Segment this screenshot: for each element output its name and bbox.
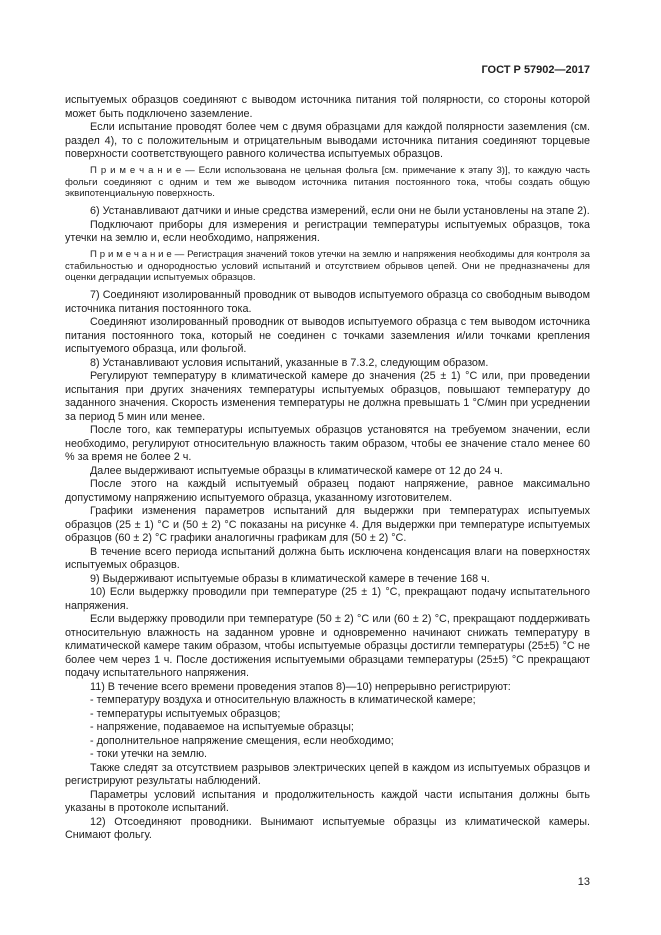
paragraph: 6) Устанавливают датчики и иные средства измерений, если они не были установлены на этапе 2). (90, 205, 590, 217)
list-item: - напряжение, подаваемое на испытуемые образцы; (90, 721, 354, 733)
note (65, 249, 590, 284)
paragraph: Если испытание проводят более чем с двумя образцами для каждой полярности заземления (см. раздел 4), то с положительным и отрицательным выводами источника питания соединяют торцевые поверхности соответствующего равного количества испытуемых образцов. (65, 121, 590, 160)
note-label: П р и м е ч а н и е (90, 165, 182, 176)
page-number: 13 (577, 876, 590, 888)
paragraph: 10) Если выдержку проводили при температуре (25 ± 1) °C, прекращают подачу испытательного напряжения. (65, 586, 590, 612)
note-text: — Если использована не цельная фольга [см. примечание к этапу 3)], то каждую часть фольги соединяют с одним и тем же выводом источника питания постоянного тока, чтобы создать общую эквипотенциальную поверхность. (65, 165, 591, 199)
paragraph: Соединяют изолированный проводник от выводов испытуемого образца с тем выводом источника питания постоянного тока, который не соединен с точками заземления и/или точками крепления испытуемого образца, или фольгой. (65, 316, 590, 355)
paragraph: 7) Соединяют изолированный проводник от выводов испытуемого образца со свободным выводом источника питания постоянного тока. (65, 289, 590, 315)
paragraph: 8) Устанавливают условия испытаний, указанные в 7.3.2, следующим образом. (90, 356, 489, 369)
paragraph: Если выдержку проводили при температуре (50 ± 2) °C или (60 ± 2) °C, прекращают поддерживать относительную влажность на заданном уровне и одновременно начинают снижать температуру в климатической камере таким образом, чтобы испытуемые образцы достигли температуры (25±5) °C не более чем через 1 ч. После достижения испытуемыми образцами температуры (25±5) °C прекращают подачу испытательного напряжения. (65, 613, 590, 679)
paragraph: После этого на каждый испытуемый образец подают напряжение, равное максимально допустимому напряжению испытуемого образца, указанному изготовителем. (65, 478, 590, 504)
paragraph: 11) В течение всего времени проведения этапов 8)—10) непрерывно регистрируют: (90, 680, 511, 693)
paragraph: Графики изменения параметров испытаний для выдержки при температурах испытуемых образцов (25 ± 1) °C и (50 ± 2) °C показаны на рисунке 4. Для выдержки при температуре испытуемых образцов (60 ± 2) °C графики аналогичны графикам для (50 ± 2) °C. (65, 505, 590, 544)
list-item: - токи утечки на землю. (90, 748, 208, 760)
paragraph: После того, как температуры испытуемых образцов установятся на требуемом значении, если необходимо, регулируют относительную влажность таким образом, чтобы ее значение стало менее 60 % за время не более 2 ч. (65, 424, 590, 463)
paragraph: 12) Отсоединяют проводники. Вынимают испытуемые образцы из климатической камеры. Снимают фольгу. (65, 815, 590, 841)
body-text (65, 94, 590, 843)
list-item: - температуру воздуха и относительную влажность в климатической камере; (90, 694, 476, 706)
paragraph: Подключают приборы для измерения и регистрации температуры испытуемых образцов, тока утечки на землю и, если необходимо, напряжения. (65, 218, 590, 244)
note (65, 165, 590, 200)
note-label: П р и м е ч а н и е (90, 249, 172, 260)
paragraph: Также следят за отсутствием разрывов электрических цепей в каждом из испытуемых образцов и регистрируют результаты наблюдений. (65, 761, 590, 787)
document-header: ГОСТ Р 57902—2017 (481, 64, 590, 76)
paragraph: В течение всего периода испытаний должна быть исключена конденсация влаги на поверхностях испытуемых образцов. (65, 545, 590, 571)
paragraph: испытуемых образцов соединяют с выводом источника питания той полярности, со стороны которой может быть подключено заземление. (65, 94, 590, 120)
list-item: - дополнительное напряжение смещения, если необходимо; (90, 734, 394, 747)
list-item: - температуры испытуемых образцов; (90, 707, 281, 720)
note-text: — Регистрация значений токов утечки на землю и напряжения необходимы для контроля за стабильностью и однородностью условий испытаний и отсутствием обрывов цепей. Они не предназначены для оценки деградации испытуемых образцов. (65, 249, 591, 283)
paragraph: Далее выдерживают испытуемые образцы в климатической камере от 12 до 24 ч. (90, 464, 503, 477)
paragraph: 9) Выдерживают испытуемые образы в климатической камере в течение 168 ч. (90, 572, 490, 585)
paragraph: Регулируют температуру в климатической камере до значения (25 ± 1) °C или, при проведении испытания при других значениях температуры испытуемых образцов, повышают температуру до заданного значения. Скорость изменения температуры не должна превышать 1 °C/мин при усреднении за период 5 мин или менее. (65, 370, 590, 423)
paragraph: Параметры условий испытания и продолжительность каждой части испытания должны быть указаны в протоколе испытаний. (65, 788, 590, 814)
